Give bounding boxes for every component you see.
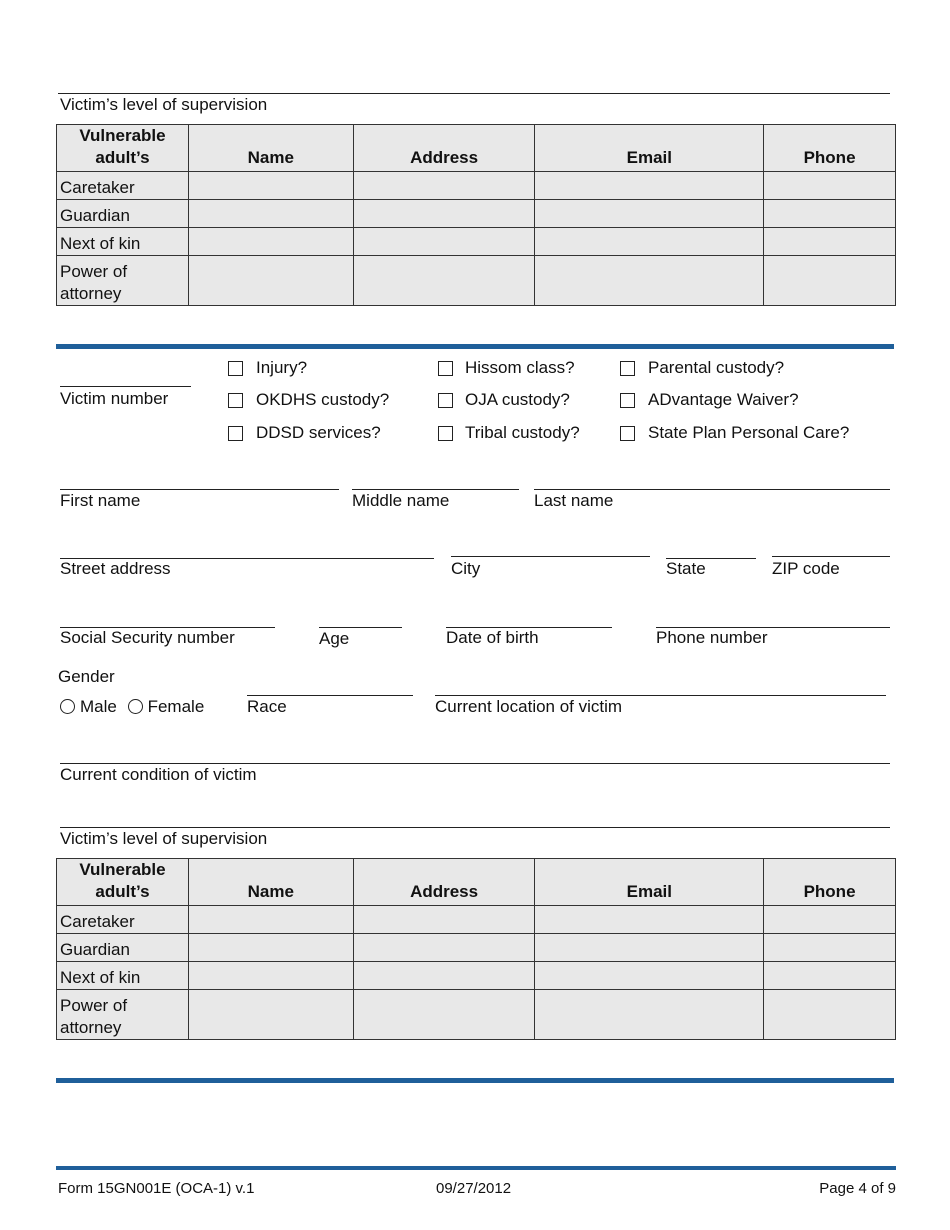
- footer-page-number: Page 4 of 9: [819, 1180, 896, 1197]
- ddsd-services-label: DDSD services?: [256, 423, 381, 442]
- col-header-address: Address: [353, 859, 535, 906]
- race-line[interactable]: [247, 695, 413, 696]
- hissom-class-checkbox[interactable]: [438, 361, 453, 376]
- cell-input[interactable]: [188, 228, 353, 256]
- row-label-caretaker: Caretaker: [57, 172, 189, 200]
- gender-options: [60, 697, 204, 717]
- female-radio[interactable]: [128, 699, 143, 714]
- cell-input[interactable]: [188, 256, 353, 306]
- cell-input[interactable]: [353, 228, 535, 256]
- table-row: [57, 934, 896, 962]
- table-row: [57, 256, 896, 306]
- injury-checkbox[interactable]: [228, 361, 243, 376]
- footer-rule: [56, 1166, 896, 1170]
- cell-input[interactable]: [188, 934, 353, 962]
- okdhs-custody-label: OKDHS custody?: [256, 390, 390, 409]
- table-row: [57, 990, 896, 1040]
- parental-custody-checkbox[interactable]: [620, 361, 635, 376]
- phone-number-label: Phone number: [656, 628, 768, 647]
- row-label-power-of-attorney: Power of attorney: [57, 990, 189, 1040]
- first-name-label: First name: [60, 491, 141, 510]
- ssn-label: Social Security number: [60, 628, 235, 647]
- cell-input[interactable]: [188, 962, 353, 990]
- cell-input[interactable]: [535, 256, 764, 306]
- cell-input[interactable]: [353, 934, 535, 962]
- dob-label: Date of birth: [446, 628, 539, 647]
- male-radio[interactable]: [60, 699, 75, 714]
- section-divider-bottom: [56, 1078, 894, 1083]
- cell-input[interactable]: [764, 934, 896, 962]
- age-label: Age: [319, 629, 350, 648]
- row-label-guardian: Guardian: [57, 200, 189, 228]
- section-divider-top: [56, 344, 894, 349]
- cell-input[interactable]: [353, 990, 535, 1040]
- cell-input[interactable]: [764, 228, 896, 256]
- row-label-power-of-attorney: Power of attorney: [57, 256, 189, 306]
- table-row: [57, 228, 896, 256]
- advantage-waiver-label: ADvantage Waiver?: [648, 390, 799, 409]
- middle-name-line[interactable]: [352, 489, 519, 490]
- race-label: Race: [247, 697, 287, 716]
- current-condition-label: Current condition of victim: [60, 765, 257, 784]
- first-name-line[interactable]: [60, 489, 339, 490]
- col-header-name: Name: [188, 125, 353, 172]
- female-label: Female: [147, 697, 205, 716]
- contacts-table-1: [56, 124, 896, 306]
- oja-custody-label: OJA custody?: [465, 390, 570, 409]
- hissom-class-label: Hissom class?: [465, 358, 575, 377]
- cell-input[interactable]: [353, 962, 535, 990]
- cell-input[interactable]: [764, 172, 896, 200]
- ddsd-services-checkbox[interactable]: [228, 426, 243, 441]
- oja-custody-checkbox[interactable]: [438, 393, 453, 408]
- parental-custody-label: Parental custody?: [648, 358, 785, 377]
- cell-input[interactable]: [764, 256, 896, 306]
- col-header-name: Name: [188, 859, 353, 906]
- col-header-phone: Phone: [764, 125, 896, 172]
- cell-input[interactable]: [353, 200, 535, 228]
- advantage-waiver-checkbox[interactable]: [620, 393, 635, 408]
- state-label: State: [666, 559, 706, 578]
- col-header-phone: Phone: [764, 859, 896, 906]
- cell-input[interactable]: [535, 906, 764, 934]
- current-condition-line[interactable]: [60, 763, 890, 764]
- supervision-line-1[interactable]: [58, 93, 890, 94]
- table-row: [57, 906, 896, 934]
- cell-input[interactable]: [764, 906, 896, 934]
- cell-input[interactable]: [353, 906, 535, 934]
- row-label-guardian: Guardian: [57, 934, 189, 962]
- cell-input[interactable]: [764, 962, 896, 990]
- col-header-vulnerable-adult: Vulnerable adult’s: [57, 125, 189, 172]
- street-address-label: Street address: [60, 559, 171, 578]
- last-name-line[interactable]: [534, 489, 890, 490]
- supervision-line-2[interactable]: [60, 827, 890, 828]
- male-label: Male: [80, 697, 117, 716]
- footer-date: 09/27/2012: [436, 1180, 512, 1197]
- middle-name-label: Middle name: [352, 491, 450, 510]
- victim-number-label: Victim number: [60, 389, 169, 408]
- row-label-next-of-kin: Next of kin: [57, 962, 189, 990]
- city-line[interactable]: [451, 556, 650, 557]
- cell-input[interactable]: [764, 200, 896, 228]
- cell-input[interactable]: [535, 934, 764, 962]
- state-plan-personal-care-checkbox[interactable]: [620, 426, 635, 441]
- col-header-email: Email: [535, 125, 764, 172]
- contacts-table-2: [56, 858, 896, 1040]
- last-name-label: Last name: [534, 491, 614, 510]
- supervision-label-1: Victim’s level of supervision: [60, 95, 268, 114]
- cell-input[interactable]: [764, 990, 896, 1040]
- zip-code-label: ZIP code: [772, 559, 840, 578]
- row-label-next-of-kin: Next of kin: [57, 228, 189, 256]
- cell-input[interactable]: [188, 200, 353, 228]
- cell-input[interactable]: [535, 962, 764, 990]
- supervision-label-2: Victim’s level of supervision: [60, 829, 268, 848]
- current-location-label: Current location of victim: [435, 697, 623, 716]
- table-row: [57, 172, 896, 200]
- footer-form-id: Form 15GN001E (OCA-1) v.1: [58, 1180, 255, 1197]
- cell-input[interactable]: [188, 172, 353, 200]
- cell-input[interactable]: [188, 906, 353, 934]
- cell-input[interactable]: [353, 256, 535, 306]
- table-row: [57, 962, 896, 990]
- okdhs-custody-checkbox[interactable]: [228, 393, 243, 408]
- col-header-address: Address: [353, 125, 535, 172]
- zip-code-line[interactable]: [772, 556, 890, 557]
- city-label: City: [451, 559, 481, 578]
- gender-label: Gender: [58, 667, 115, 686]
- current-location-line[interactable]: [435, 695, 886, 696]
- victim-number-line[interactable]: [60, 386, 191, 387]
- cell-input[interactable]: [535, 200, 764, 228]
- tribal-custody-checkbox[interactable]: [438, 426, 453, 441]
- state-plan-personal-care-label: State Plan Personal Care?: [648, 423, 850, 442]
- cell-input[interactable]: [535, 172, 764, 200]
- col-header-vulnerable-adult: Vulnerable adult’s: [57, 859, 189, 906]
- injury-label: Injury?: [256, 358, 308, 377]
- table-row: [57, 200, 896, 228]
- cell-input[interactable]: [188, 990, 353, 1040]
- age-line[interactable]: [319, 627, 402, 628]
- row-label-caretaker: Caretaker: [57, 906, 189, 934]
- tribal-custody-label: Tribal custody?: [465, 423, 580, 442]
- cell-input[interactable]: [535, 990, 764, 1040]
- col-header-email: Email: [535, 859, 764, 906]
- cell-input[interactable]: [353, 172, 535, 200]
- cell-input[interactable]: [535, 228, 764, 256]
